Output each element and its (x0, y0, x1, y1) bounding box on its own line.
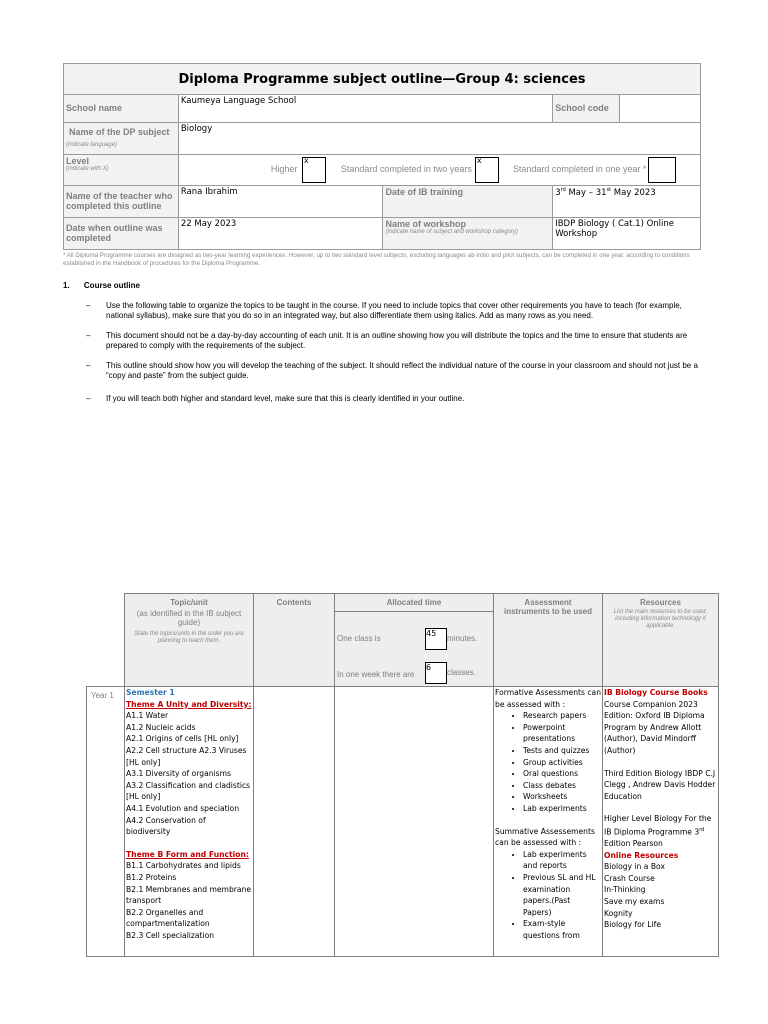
contents-header (254, 594, 335, 687)
theme-b-title: Theme B Form and Function: (126, 849, 249, 859)
resource-link: Kognity (604, 908, 633, 918)
instruction-text: This document should not be a day-by-day accounting of each unit. It is an outline showing how you will distribute the topics and the time to ensure that students are prepared to comply with the requirements of the subject. (106, 331, 688, 350)
topic-item: A2.2 Cell structure A2.3 Viruses [HL only] (126, 745, 247, 767)
time-title: Allocated time (335, 594, 493, 612)
time-cell (335, 687, 494, 957)
instruction-text: This outline should show how you will develop the teaching of the subject. It should reflect the individual nature of the course in your classroom and should not just be a “copy and paste” from the subject guide. (106, 361, 698, 380)
assessment-cell (494, 687, 603, 957)
contents-title: Contents (276, 598, 312, 607)
list-item: • Group activities (523, 757, 601, 769)
level-label-text: Level (66, 156, 90, 166)
school-code-label: School code (553, 95, 620, 123)
topic-item: B1.2 Proteins (126, 872, 177, 882)
topic-item: B2.1 Membranes and membrane transport (126, 884, 252, 906)
subject-label-text: Name of the DP subject (69, 127, 170, 137)
page-title: Diploma Programme subject outline—Group 4: sciences (64, 64, 701, 95)
topic-item: A1.2 Nucleic acids (126, 722, 196, 732)
workshop-label (383, 218, 553, 250)
resource-link: Biology in a Box (604, 862, 665, 872)
resource-link: In-Thinking (604, 885, 646, 895)
list-item: • Previous SL and HL examination papers.(Past Papers) (523, 872, 601, 918)
date-field[interactable]: 22 May 2023 (178, 218, 383, 250)
summative-intro: Summative Assessements can be assessed with : (495, 826, 595, 848)
subject-label (64, 123, 179, 155)
section-number: 1. (63, 281, 70, 290)
instruction-text: Use the following table to organize the topics to be taught in the course. If you need to include topics that cover other requirements you have to teach (for example, national syllabus), make sure that you do so in an integrated way, but also differentiate them using italics. Add as many rows as you need. (106, 301, 682, 320)
topic-item: A3.2 Classification and cladistics [HL only] (126, 780, 251, 802)
resources-note: List the main resources to be used, including information technology if applicable. (613, 609, 708, 629)
topic-title: Topic/unit (170, 598, 208, 607)
header-blank (87, 594, 125, 687)
semester-label: Semester 1 (126, 688, 175, 697)
subject-label-sub: (indicate language) (66, 142, 118, 148)
date-label: Date when outline was completed (64, 218, 179, 250)
book-item: Higher Level Biology For the IB Diploma Programme 3rd Edition Pearson (604, 814, 712, 849)
subject-field[interactable]: Biology (178, 123, 700, 155)
section-heading (63, 281, 140, 290)
workshop-label-text: Name of workshop (385, 219, 466, 229)
topic-item: A4.1 Evolution and speciation (126, 803, 240, 813)
standard-two-years-checkbox[interactable] (475, 157, 499, 183)
dash-marker: – (86, 394, 91, 403)
instruction-text: If you will teach both higher and standard level, make sure that this is clearly identified in your outline. (106, 394, 465, 403)
school-name-label: School name (64, 95, 179, 123)
resources-cell (603, 687, 719, 957)
formative-intro: Formative Assessments can be assessed with : (495, 688, 602, 709)
higher-checkbox[interactable] (302, 157, 326, 183)
training-date-field[interactable]: 3rd May – 31st May 2023 (553, 186, 701, 218)
topic-item: B2.2 Organelles and compartmentalization (126, 907, 210, 929)
level-label-sub: (indicate with X) (66, 166, 109, 172)
header-table (63, 63, 701, 250)
topic-item: A4.2 Conservation of biodiversity (126, 815, 206, 837)
classes-label: classes. (447, 668, 476, 677)
class-minutes-field[interactable]: 45 (425, 628, 447, 650)
standard-two-years-mark: x (476, 156, 482, 165)
list-item: • Lab experiments (523, 803, 601, 815)
list-item: • Research papers (523, 710, 601, 722)
week-label: In one week there are (337, 670, 415, 679)
book-item: Course Companion 2023 Edition: Oxford IB Diploma Program by Andrew Allott (Author), David Mindorff (Author) (604, 699, 705, 755)
list-item: • Worksheets (523, 791, 601, 803)
summative-list (495, 849, 601, 942)
level-label (64, 155, 179, 186)
week-classes-field[interactable]: 6 (425, 662, 447, 684)
level-options (178, 155, 700, 186)
section-title: Course outline (83, 281, 140, 290)
topic-item: B2.3 Cell specialization (126, 930, 215, 940)
list-item: • Powerpoint presentations (523, 722, 601, 745)
school-code-field[interactable] (620, 95, 701, 123)
topic-item: A3.1 Diversity of organisms (126, 769, 231, 779)
topic-sub: (as identified in the IB subject guide) (136, 609, 242, 627)
teacher-label: Name of the teacher who completed this outline (64, 186, 179, 218)
year-cell: Year 1 (87, 687, 125, 957)
list-item: • Exam-style questions from (523, 918, 601, 941)
time-header (335, 594, 494, 687)
workshop-label-sub: (indicate name of subject and workshop category) (385, 229, 518, 235)
assessment-header (494, 594, 603, 687)
resource-link: Crash Course (604, 873, 655, 883)
higher-mark: x (303, 156, 309, 165)
list-item: • Lab experiments and reports (523, 849, 601, 872)
topic-item: A1.1 Water (126, 711, 169, 721)
footnote: * All Diploma Programme courses are designed as two-year learning experiences. However, up to two standard level subjects, excluding languages ab initio and pilot subjects, can be completed in one year, according to conditions established in the Handbook of procedures for the Diploma Programme. (63, 252, 690, 267)
book-item: Third Edition Biology IBDP C.J Clegg , Andrew Davis Hodder Education (604, 768, 716, 801)
minutes-label: minutes. (447, 634, 478, 643)
standard-two-years-label: Standard completed in two years (340, 164, 472, 174)
course-outline-table (86, 593, 719, 957)
teacher-field[interactable]: Rana Ibrahim (178, 186, 383, 218)
topic-cell (125, 687, 254, 957)
dash-marker: – (86, 301, 91, 310)
list-item: • Class debates (523, 780, 601, 792)
topic-note: State the topics/units in the order you are planning to teach them. (134, 631, 244, 644)
resource-link: Save my exams (604, 897, 665, 907)
topic-item: B1.1 Carbohydrates and lipids (126, 861, 241, 871)
theme-a-title: Theme A Unity and Diversity: (126, 699, 252, 709)
standard-one-year-label: Standard completed in one year * (512, 164, 647, 174)
topic-header (125, 594, 254, 687)
resource-link: Biology for Life (604, 920, 661, 930)
list-item: • Oral questions (523, 768, 601, 780)
assessment-title: Assessment instruments to be used (503, 598, 592, 616)
formative-list (495, 710, 601, 814)
class-is-label: One class is (337, 634, 381, 643)
contents-cell (254, 687, 335, 957)
workshop-field[interactable]: IBDP Biology ( Cat.1) Online Workshop (553, 218, 701, 250)
books-title: IB Biology Course Books (604, 688, 708, 697)
dash-marker: – (86, 331, 91, 340)
online-title: Online Resources (604, 850, 679, 860)
resources-title: Resources (640, 598, 681, 607)
higher-label: Higher (270, 164, 298, 174)
list-item: • Tests and quizzes (523, 745, 601, 757)
training-label: Date of IB training (383, 186, 553, 218)
school-name-field[interactable]: Kaumeya Language School (178, 95, 552, 123)
standard-one-year-checkbox[interactable] (648, 157, 676, 183)
topic-item: A2.1 Origins of cells [HL only] (126, 734, 239, 744)
dash-marker: – (86, 361, 91, 370)
resources-header (603, 594, 719, 687)
